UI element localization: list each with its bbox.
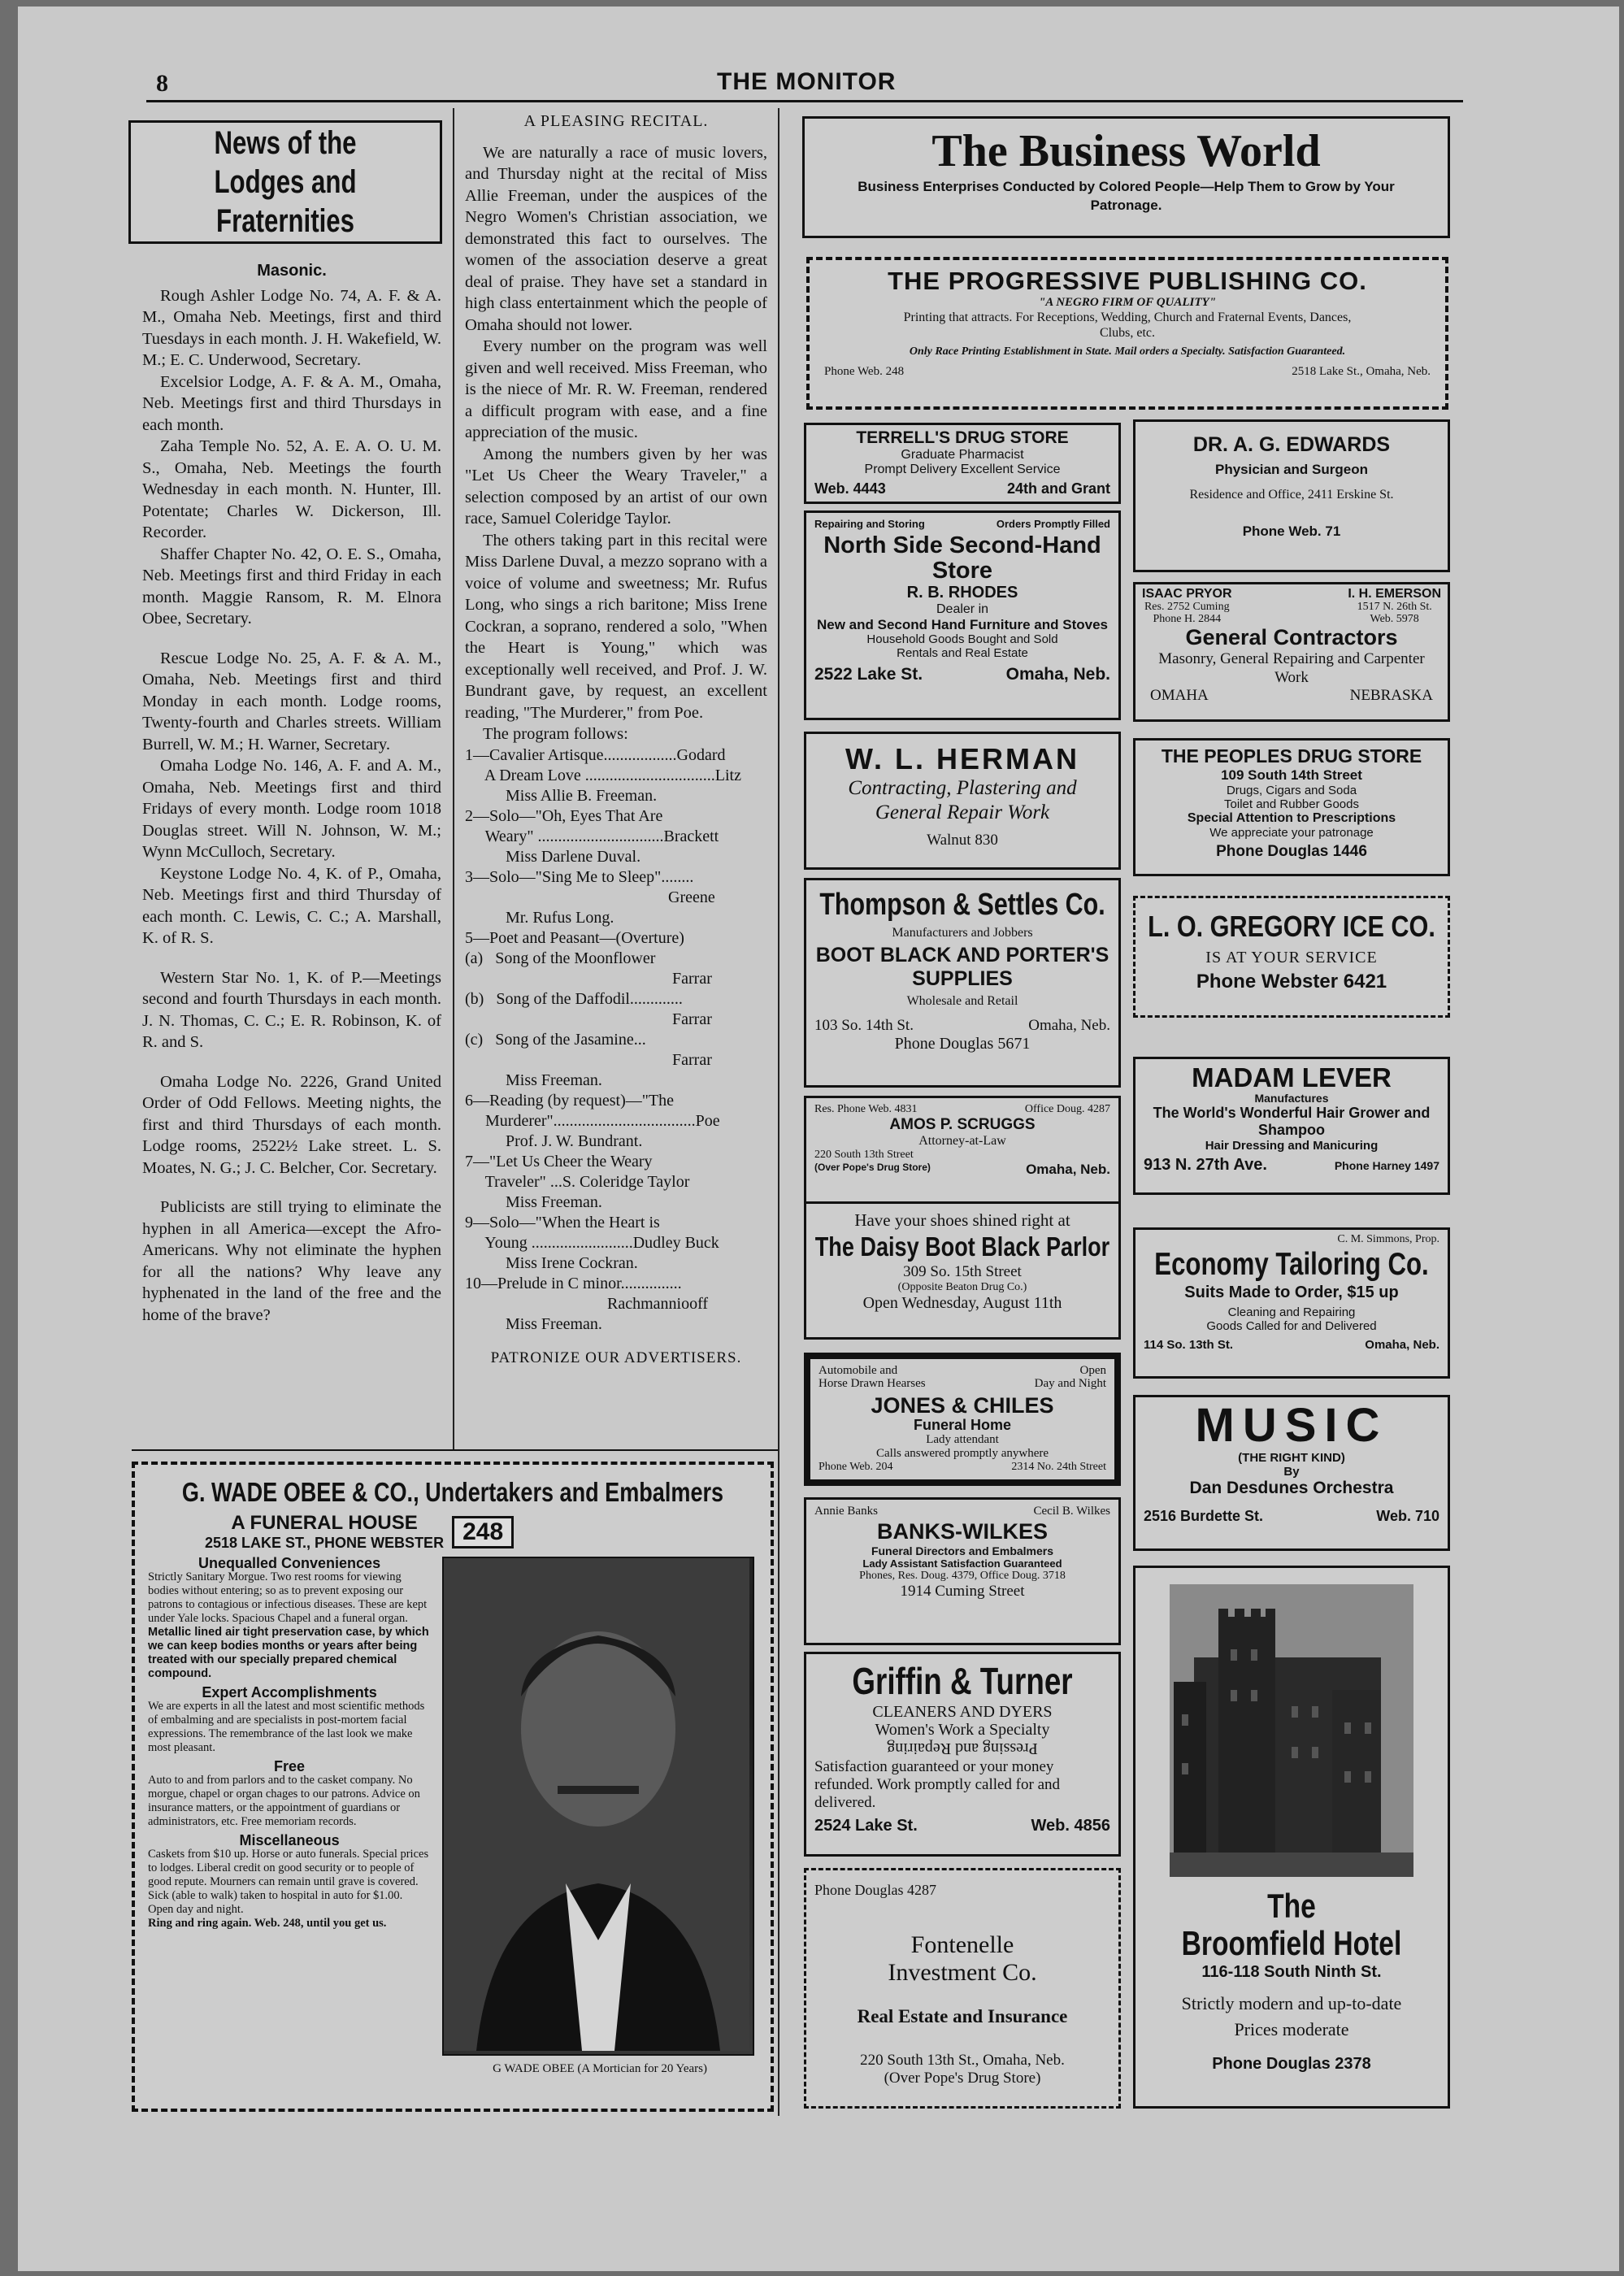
ad-text: Repairing and Storing — [814, 518, 925, 530]
ad-phone: Office Doug. 4287 — [1024, 1103, 1110, 1115]
lodge-notice: Excelsior Lodge, A. F. & A. M., Omaha, Neb. Meetings first and third Thursdays in each month. — [142, 372, 441, 434]
ad-title: JONES & CHILES — [871, 1393, 1054, 1418]
ad-text: By — [1283, 1465, 1300, 1479]
ad-title: W. L. HERMAN — [845, 742, 1079, 775]
ad-text: IS AT YOUR SERVICE — [1205, 949, 1378, 966]
ad-text: Real Estate and Insurance — [857, 2006, 1068, 2026]
ad-title: BANKS-WILKES — [877, 1519, 1048, 1544]
ad-daisy-boot-black — [804, 1201, 1121, 1340]
ad-subheading: Expert Accomplishments — [202, 1684, 377, 1700]
ad-tagline: "A NEGRO FIRM OF QUALITY" — [1038, 296, 1217, 309]
ad-title: MADAM LEVER — [1192, 1062, 1392, 1092]
ad-address: 309 So. 15th Street — [903, 1263, 1022, 1280]
ad-madam-lever — [1133, 1057, 1450, 1195]
program-line: 1—Cavalier Artisque..................Godard — [465, 745, 726, 764]
ad-address: 2518 Lake St., Omaha, Neb. — [1292, 365, 1431, 378]
program-line: 10—Prelude in C minor............... — [465, 1274, 682, 1292]
ad-title: Fontenelle Investment Co. — [888, 1931, 1037, 1986]
ad-text: Prices moderate — [1234, 2019, 1349, 2039]
program-line: Young .........................Dudley Buck — [465, 1233, 719, 1252]
ad-text: Lady attendant — [926, 1433, 999, 1446]
ad-address: 913 N. 27th Ave. — [1144, 1156, 1267, 1174]
ad-title: MUSIC — [1195, 1399, 1388, 1452]
recital-paragraph: Among the numbers given by her was "Let Us Cheer the Weary Traveler," a selection composed by an artist of our own race, Samuel Coleridge Taylor. — [465, 445, 767, 528]
ad-text: Cleaning and Repairing — [1227, 1305, 1356, 1319]
program-line: Rachmanniooff — [465, 1294, 709, 1313]
ad-address: 2518 LAKE ST., PHONE WEBSTER — [205, 1535, 445, 1551]
castle-building-icon — [1170, 1584, 1413, 1877]
ad-text-inverted: Pressing and Repairing — [887, 1740, 1038, 1757]
ad-text: Satisfaction guaranteed or your money refunded. Work promptly called for and delivered. — [814, 1758, 1061, 1811]
ad-title: Economy Tailoring Co. — [1154, 1247, 1429, 1282]
ad-phone: Phone Webster 6421 — [1196, 971, 1387, 992]
business-world-header — [802, 116, 1450, 238]
ad-text: Masonry, General Repairing and Carpenter Work — [1158, 650, 1425, 686]
masthead-rule — [146, 100, 1463, 102]
ad-text: We appreciate your patronage — [1209, 826, 1374, 840]
ad-phone: Phones, Res. Doug. 4379, Office Doug. 3718 — [859, 1570, 1066, 1582]
ad-griffin-turner — [804, 1652, 1121, 1857]
ad-subheading: Unequalled Conveniences — [198, 1555, 381, 1571]
ad-text: Manufactures — [1254, 1092, 1329, 1105]
ad-text: Attorney-at-Law — [918, 1134, 1006, 1148]
program-line: (c) Song of the Jasamine... — [465, 1030, 646, 1049]
ad-peoples-drug — [1133, 738, 1450, 876]
ad-title: North Side Second-Hand Store — [823, 532, 1101, 584]
ad-text: A FUNERAL HOUSE — [231, 1512, 418, 1534]
ad-title: AMOS P. SCRUGGS — [889, 1116, 1036, 1133]
ad-text: Drugs, Cigars and Soda — [1226, 784, 1357, 797]
lodge-notice: Western Star No. 1, K. of P.—Meetings second and fourth Thursdays in each month. J. N. Thomas, C. C.; E. R. Robinson, K. of R. and S. — [142, 968, 441, 1051]
ad-text: (Opposite Beaton Drug Co.) — [897, 1281, 1027, 1293]
column-divider — [778, 108, 779, 2116]
ad-text: Caskets from $10 up. Horse or auto funerals. Special prices to lodges. Liberal credit on good security or to people of good repute. Mourners can remain until grave is covered. Sick (able to walk) taken to hospital in auto for $1.00. Open day and night. — [148, 1848, 429, 1916]
program-line: 9—Solo—"When the Heart is — [465, 1213, 660, 1231]
ad-phone: Phone Web. 204 — [819, 1461, 893, 1473]
ad-text: Goods Called for and Delivered — [1206, 1319, 1377, 1333]
program-line: Traveler" ...S. Coleridge Taylor — [465, 1172, 690, 1191]
ad-text: Dealer in — [936, 602, 989, 616]
ad-owner: I. H. EMERSON — [1348, 587, 1441, 601]
ad-phone: Phone Harney 1497 — [1334, 1158, 1439, 1172]
ad-address: 220 South 13th Street — [814, 1149, 914, 1161]
ad-phone: Phone Douglas 4287 — [814, 1882, 936, 1898]
ad-text: New and Second Hand Furniture and Stoves — [817, 617, 1108, 632]
program-line: Miss Allie B. Freeman. — [465, 786, 658, 805]
ad-city: Omaha, Neb. — [1028, 1017, 1110, 1034]
section-rule — [132, 1449, 778, 1451]
ad-text: (Over Pope's Drug Store) — [884, 2070, 1041, 2087]
ad-text: The — [1267, 1887, 1316, 1925]
ad-text: Manufacturers and Jobbers — [892, 926, 1033, 940]
ad-text: Suits Made to Order, $15 up — [1184, 1284, 1399, 1301]
program-line: 5—Poet and Peasant—(Overture) — [465, 928, 684, 947]
ad-text: Special Attention to Prescriptions — [1187, 811, 1396, 825]
ad-title: TERRELL'S DRUG STORE — [856, 428, 1069, 447]
ad-dr-edwards — [1133, 419, 1450, 572]
ad-phone: Phone Douglas 5671 — [894, 1035, 1031, 1053]
ad-address: 2522 Lake St. — [814, 665, 923, 684]
program-line: Greene — [465, 888, 715, 906]
ad-phone: Phone H. 2844 — [1153, 613, 1222, 625]
newspaper-page — [18, 7, 1619, 2271]
ad-obee-undertakers — [132, 1462, 774, 2112]
ad-text: Calls answered promptly anywhere — [875, 1447, 1049, 1460]
ad-address: Res. 2752 Cuming — [1144, 601, 1230, 613]
hotel-photo — [1170, 1584, 1413, 1877]
editorial-note: Publicists are still trying to eliminate the hyphen in all America—except the Afro-Americans. Why not eliminate the hyphen for all the nations? Why leave any hyphenated in the land of the free and the home of the brave? — [142, 1198, 441, 1324]
lodge-notice: Zaha Temple No. 52, A. E. A. O. U. M. S., Omaha, Neb. Meetings the fourth Wednesday in each month. N. Hunter, Ill. Potentate; Charles W. Dickerson, Ill. Recorder. — [142, 437, 441, 541]
ad-phone: Phone Douglas 1446 — [1216, 843, 1367, 860]
lodge-notice: Keystone Lodge No. 4, K. of P., Omaha, Neb. Meetings first and third Thursday of each month. C. Lewis, C. C.; A. Marshall, K. of R. S. — [142, 864, 441, 947]
ad-text: Strictly modern and up-to-date — [1181, 1993, 1402, 2013]
program-line: Prof. J. W. Bundrant. — [465, 1131, 643, 1150]
recital-column — [465, 111, 767, 1369]
ad-phone: Web. 4443 — [814, 480, 886, 497]
ad-text: Toilet and Rubber Goods — [1224, 797, 1359, 811]
ad-text: Rentals and Real Estate — [897, 646, 1028, 660]
ad-subheading: Free — [274, 1758, 306, 1774]
ad-phone: Web. 4856 — [1031, 1817, 1110, 1835]
ad-thompson-settles — [804, 878, 1121, 1088]
ad-text: Ring and ring again. Web. 248, until you get us. — [148, 1917, 387, 1930]
ad-text: Hair Dressing and Manicuring — [1205, 1139, 1379, 1153]
ad-text: Automobile and — [819, 1364, 898, 1377]
ad-owner: ISAAC PRYOR — [1142, 587, 1232, 601]
ad-address: 116-118 South Ninth St. — [1201, 1963, 1382, 1981]
ad-text: Open Wednesday, August 11th — [862, 1294, 1062, 1312]
recital-title: A PLEASING RECITAL. — [523, 112, 709, 130]
program-line: Farrar — [465, 1010, 712, 1028]
ad-text: Wholesale and Retail — [906, 994, 1018, 1008]
ad-text: Women's Work a Specialty — [875, 1721, 1050, 1739]
business-world-title: The Business World — [931, 126, 1321, 176]
ad-text: (THE RIGHT KIND) — [1238, 1451, 1345, 1465]
ad-gregory-ice — [1133, 896, 1450, 1018]
ad-text: Metallic lined air tight preservation case, by which we can keep bodies months or years after being treated with our specially prepared chemical compound. — [148, 1626, 429, 1680]
ad-text: Funeral Home — [913, 1417, 1012, 1433]
ad-text: Have your shoes shined right at — [854, 1210, 1070, 1230]
ad-text: We are experts in all the latest and most scientific methods of embalming and are specialists in post-mortem facial expressions. The remembrance of the last look we make most pleasant. — [148, 1700, 425, 1754]
lodges-heading-box — [128, 120, 442, 244]
ad-title: General Contractors — [1185, 625, 1398, 649]
ad-city: Omaha, Neb. — [1005, 665, 1110, 684]
ad-city: OMAHA — [1150, 687, 1209, 704]
ad-terrell-drug — [804, 423, 1121, 504]
photo-caption: G WADE OBEE (A Mortician for 20 Years) — [493, 2062, 707, 2075]
ad-text: Graduate Pharmacist — [901, 448, 1024, 462]
ad-address: 109 South 14th Street — [1221, 767, 1362, 783]
ad-title: The Daisy Boot Black Parlor — [814, 1231, 1110, 1262]
recital-paragraph: Every number on the program was well given and well received. Miss Freeman, who is the niece of Mr. R. W. Freeman, rendered a difficult program with ease, and a fine appreciation of the music. — [465, 337, 767, 441]
ad-text: Lady Assistant Satisfaction Guaranteed — [862, 1557, 1062, 1570]
ad-city: NEBRASKA — [1349, 687, 1433, 704]
program-line: (a) Song of the Moonflower — [465, 949, 656, 967]
program-line: 2—Solo—"Oh, Eyes That Are — [465, 806, 663, 825]
business-world-subtitle: Business Enterprises Conducted by Colored People—Help Them to Grow by Your Patronage. — [858, 179, 1395, 213]
ad-text: CLEANERS AND DYERS — [872, 1703, 1053, 1721]
ad-address: 1914 Cuming Street — [900, 1583, 1025, 1600]
ad-fontenelle — [804, 1868, 1121, 2109]
ad-title: THE PEOPLES DRUG STORE — [1161, 745, 1422, 767]
ad-north-side-store — [804, 510, 1121, 720]
lodge-notice: Rough Ashler Lodge No. 74, A. F. & A. M., Omaha Neb. Meetings, first and third Tuesdays in each month. J. H. Wakefield, W. M.; E. C. Underwood, Secretary. — [142, 286, 441, 369]
lodge-notice: Omaha Lodge No. 2226, Grand United Order of Odd Fellows. Meeting nights, the first and third Thursdays of each month. Lodge rooms, 2522½ Lake street. L. S. Moates, N. G.; J. C. Belcher, Cor. Secretary. — [142, 1072, 441, 1177]
ad-jones-chiles — [804, 1353, 1121, 1486]
ad-phone: Web. 710 — [1376, 1508, 1439, 1524]
program-line: Miss Freeman. — [465, 1071, 602, 1089]
program-line: Murderer"...................................Poe — [465, 1111, 720, 1130]
ad-owner: R. B. RHODES — [906, 584, 1018, 602]
ad-city: Omaha, Neb. — [1365, 1338, 1439, 1352]
program-line: Farrar — [465, 1050, 712, 1069]
recital-paragraph: We are naturally a race of music lovers, and Thursday night at the recital of Miss Allie Freeman, under the auspices of the Negro Women's Christian association, we demonstrated this fact to ourselves. The women of the association deserve a great deal of praise. They have set a standard in high class entertainment which the people of Omaha should not lower. — [465, 143, 767, 334]
ad-phone: Web. 5978 — [1370, 613, 1419, 625]
ad-text: (Over Pope's Drug Store) — [814, 1162, 931, 1173]
lodge-notice: Rescue Lodge No. 25, A. F. & A. M., Omaha, Neb. Meetings first and third Monday in each month. Lodge rooms, Twenty-fourth and Charles streets. William Burrell, W. M.; H. Warner, Secretary. — [142, 649, 441, 754]
ad-city: Omaha, Neb. — [1026, 1162, 1110, 1177]
program-line: Miss Freeman. — [465, 1192, 602, 1211]
ad-title: Broomfield Hotel — [1181, 1924, 1402, 1962]
lodges-heading: News of the Lodges and Fraternities — [214, 125, 357, 239]
recital-paragraph: The program follows: — [483, 725, 628, 743]
ad-address: 220 South 13th St., Omaha, Neb. — [860, 2052, 1065, 2069]
program-line: Weary" ...............................Brackett — [465, 827, 719, 845]
ad-text: Dan Desdunes Orchestra — [1189, 1479, 1394, 1497]
program-line: Miss Irene Cockran. — [465, 1253, 638, 1272]
ad-text: Orders Promptly Filled — [996, 518, 1110, 530]
program-line: 7—"Let Us Cheer the Weary — [465, 1152, 653, 1171]
ad-title: G. WADE OBEE & CO., Undertakers and Embalmers — [181, 1477, 724, 1507]
ad-subheading: Miscellaneous — [239, 1832, 340, 1848]
ad-text: Annie Banks — [814, 1505, 878, 1518]
ad-music-orchestra — [1133, 1395, 1450, 1551]
lodge-notice: Shaffer Chapter No. 42, O. E. S., Omaha, Neb. Meetings first and third Friday in each month. Maggie Ransom, R. M. Elnora Obee, Secretary. — [142, 545, 441, 628]
recital-footer: PATRONIZE OUR ADVERTISERS. — [490, 1349, 742, 1366]
ad-title: L. O. GREGORY ICE CO. — [1148, 910, 1435, 943]
ad-address: 24th and Grant — [1006, 480, 1110, 497]
ad-address: 2516 Burdette St. — [1144, 1508, 1264, 1524]
program-line: Mr. Rufus Long. — [465, 908, 614, 927]
ad-address: Residence and Office, 2411 Erskine St. — [1189, 488, 1394, 502]
ad-text: The World's Wonderful Hair Grower and Shampoo — [1153, 1105, 1431, 1138]
ad-scruggs — [804, 1096, 1121, 1210]
program-line: 3—Solo—"Sing Me to Sleep"........ — [465, 867, 694, 886]
ad-phone: Phone Web. 71 — [1242, 523, 1341, 539]
ad-herman — [804, 732, 1121, 870]
ad-address: 2524 Lake St. — [814, 1817, 918, 1835]
ad-address: 1517 N. 26th St. — [1357, 601, 1432, 613]
page-number: 8 — [156, 70, 168, 97]
ad-text: Strictly Sanitary Morgue. Two rest rooms for viewing bodies without entering; so as to prevent exposing our patrons to contagious or infectious diseases. These are kept under Yale locks. Spacious Chapel and a funeral organ. — [148, 1570, 428, 1625]
ad-address: 2314 No. 24th Street — [1011, 1461, 1106, 1473]
column-divider — [453, 108, 454, 1449]
program-line: Miss Darlene Duval. — [465, 847, 641, 866]
ad-address: 103 So. 14th St. — [814, 1017, 914, 1034]
ad-text: Contracting, Plastering and General Repair Work — [848, 777, 1077, 823]
lodges-section-title: Masonic. — [257, 262, 327, 280]
lodge-notice: Omaha Lodge No. 146, A. F. and A. M., Omaha, Neb. Meetings first and third Fridays of every month. Lodge room 1018 Douglas street. Will N. Johnson, W. M.; Wynn McCulloch, Secretary. — [142, 757, 441, 861]
ad-address: 114 So. 13th St. — [1144, 1338, 1234, 1352]
ad-title: Thompson & Settles Co. — [819, 888, 1105, 922]
portrait-icon — [444, 1558, 749, 2051]
ad-text: Household Goods Bought and Sold — [866, 632, 1058, 646]
ad-title: THE PROGRESSIVE PUBLISHING CO. — [888, 267, 1367, 295]
program-line: Miss Freeman. — [465, 1314, 602, 1333]
ad-note: Only Race Printing Establishment in State. Mail orders a Specialty. Satisfaction Guaranteed. — [909, 345, 1346, 358]
ad-text: Physician and Surgeon — [1215, 462, 1368, 477]
masthead-title: THE MONITOR — [717, 68, 897, 95]
ad-text: Prompt Delivery Excellent Service — [864, 463, 1061, 476]
ad-title: DR. A. G. EDWARDS — [1192, 433, 1391, 456]
program-line: Farrar — [465, 969, 712, 988]
program-line: (b) Song of the Daffodil............. — [465, 989, 683, 1008]
ad-text: Cecil B. Wilkes — [1033, 1505, 1110, 1518]
portrait-photo — [442, 1557, 754, 2056]
program-line: 6—Reading (by request)—"The — [465, 1091, 674, 1110]
ad-title: Griffin & Turner — [852, 1660, 1073, 1702]
ad-text: Day and Night — [1034, 1377, 1106, 1390]
ad-general-contractors — [1133, 582, 1450, 722]
ad-owner: C. M. Simmons, Prop. — [1337, 1233, 1439, 1245]
ad-phone: Walnut 830 — [927, 832, 998, 849]
program-line: A Dream Love ................................Litz — [465, 766, 741, 784]
ad-phone: Phone Douglas 2378 — [1212, 2055, 1371, 2073]
program-list — [465, 745, 767, 1335]
lodges-column — [142, 255, 441, 1326]
ad-text: BOOT BLACK AND PORTER'S SUPPLIES — [815, 944, 1109, 990]
ad-banks-wilkes — [804, 1497, 1121, 1645]
ad-text: Auto to and from parlors and to the casket company. No morgue, chapel or organ chages to our patrons. Advice on insurance matters, or the appointment of guardians or administrators, etc. Free memoriam records. — [148, 1774, 420, 1828]
ad-text: Printing that attracts. For Receptions, Wedding, Church and Fraternal Events, Dances, Clubs, etc. — [903, 311, 1352, 340]
ad-text: Funeral Directors and Embalmers — [871, 1544, 1054, 1557]
ad-phone: Res. Phone Web. 4831 — [814, 1103, 918, 1115]
ad-economy-tailoring — [1133, 1227, 1450, 1379]
phone-badge: 248 — [452, 1516, 514, 1548]
ad-progressive-publishing — [806, 257, 1448, 410]
ad-broomfield-hotel — [1133, 1566, 1450, 2109]
ad-text: Open — [1079, 1364, 1106, 1377]
recital-paragraph: The others taking part in this recital were Miss Darlene Duval, a mezzo soprano with a voice of volume and sweetness; Mr. Rufus Long, who sings a rich baritone; Miss Irene Cockran, a soprano, rendered a solo, "When the Heart is Young," which was exceptionally well received, and Prof. J. W. Bundrant gave, by request, an excellent reading, "The Murderer," from Poe. — [465, 531, 767, 722]
ad-text: Horse Drawn Hearses — [819, 1377, 926, 1390]
ad-phone: Phone Web. 248 — [824, 365, 905, 378]
